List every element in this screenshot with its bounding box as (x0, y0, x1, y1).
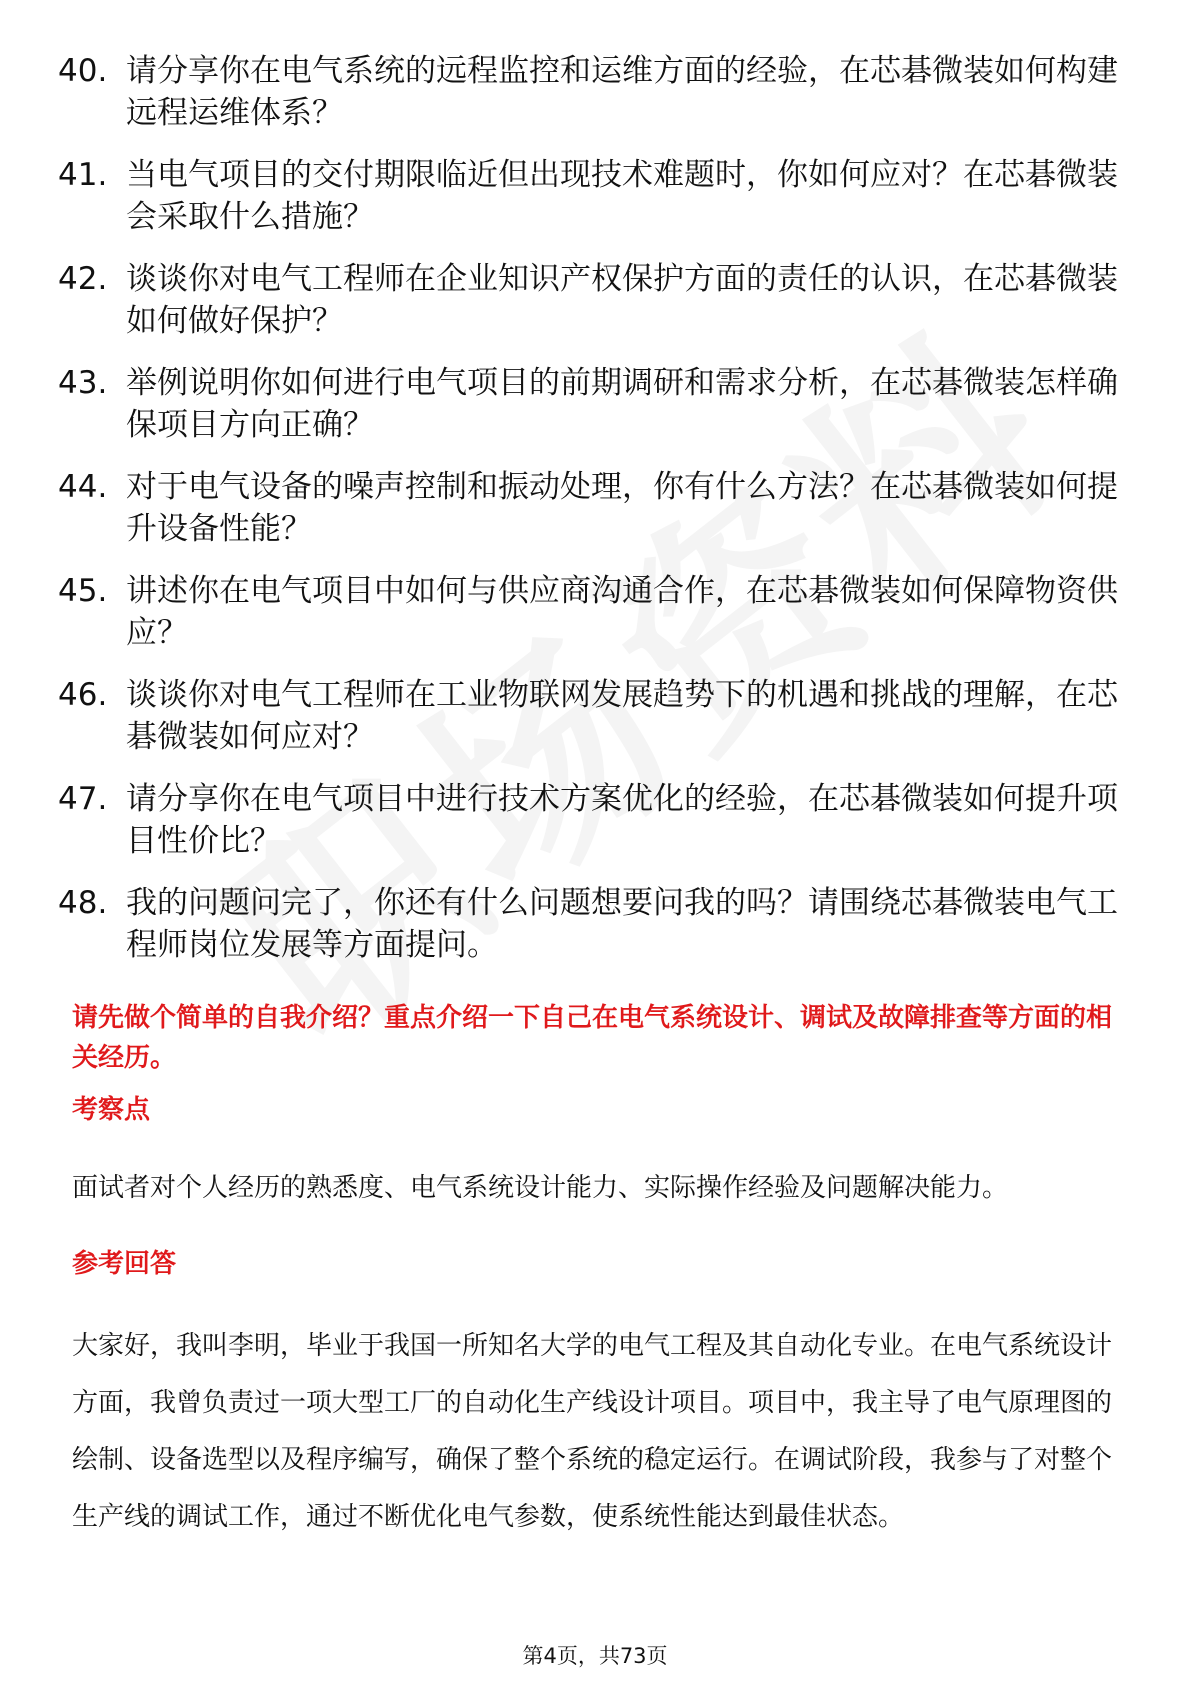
question-text: 请分享你在电气系统的远程监控和运维方面的经验，在芯碁微装如何构建远程运维体系？ (126, 53, 1118, 131)
page-number: 第4页，共73页 (522, 1644, 668, 1668)
answer-heading: 参考回答 (72, 1249, 177, 1279)
focus-text: 面试者对个人经历的熟悉度、电气系统设计能力、实际操作经验及问题解决能力。 (72, 1173, 1009, 1203)
list-item (58, 570, 1118, 654)
question-text: 讲述你在电气项目中如何与供应商沟通合作，在芯碁微装如何保障物资供应？ (126, 573, 1118, 651)
question-number: 44. (58, 469, 108, 505)
list-item (58, 466, 1118, 550)
question-number: 43. (58, 365, 108, 401)
question-text: 对于电气设备的噪声控制和振动处理，你有什么方法？在芯碁微装如何提升设备性能？ (126, 469, 1118, 547)
question-number: 42. (58, 261, 108, 297)
question-text: 谈谈你对电气工程师在工业物联网发展趋势下的机遇和挑战的理解，在芯碁微装如何应对？ (126, 677, 1118, 755)
question-number: 48. (58, 885, 108, 921)
question-text: 当电气项目的交付期限临近但出现技术难题时，你如何应对？在芯碁微装会采取什么措施？ (126, 157, 1118, 235)
list-item (58, 50, 1118, 134)
focus-heading: 考察点 (72, 1095, 151, 1125)
question-text: 举例说明你如何进行电气项目的前期调研和需求分析，在芯碁微装怎样确保项目方向正确？ (126, 365, 1118, 443)
list-item (58, 778, 1118, 862)
question-list (58, 50, 1118, 986)
list-item (58, 362, 1118, 446)
answer-text: 大家好，我叫李明，毕业于我国一所知名大学的电气工程及其自动化专业。在电气系统设计方面，我曾负责过一项大型工厂的自动化生产线设计项目。项目中，我主导了电气原理图的绘制、设备选型以及程序编写，确保了整个系统的稳定运行。在调试阶段，我参与了对整个生产线的调试工作，通过不断优化电气参数，使系统性能达到最佳状态。 (72, 1331, 1113, 1532)
list-item (58, 154, 1118, 238)
question-number: 40. (58, 53, 108, 89)
featured-question: 请先做个简单的自我介绍？重点介绍一下自己在电气系统设计、调试及故障排查等方面的相关经历。 (72, 1003, 1113, 1073)
list-item (58, 882, 1118, 966)
question-number: 45. (58, 573, 108, 609)
question-text: 谈谈你对电气工程师在企业知识产权保护方面的责任的认识，在芯碁微装如何做好保护？ (126, 261, 1118, 339)
list-item (58, 674, 1118, 758)
question-text: 我的问题问完了，你还有什么问题想要问我的吗？请围绕芯碁微装电气工程师岗位发展等方面提问。 (126, 885, 1118, 963)
question-text: 请分享你在电气项目中进行技术方案优化的经验，在芯碁微装如何提升项目性价比？ (126, 781, 1118, 859)
list-item (58, 258, 1118, 342)
question-number: 47. (58, 781, 108, 817)
question-number: 41. (58, 157, 108, 193)
question-number: 46. (58, 677, 108, 713)
